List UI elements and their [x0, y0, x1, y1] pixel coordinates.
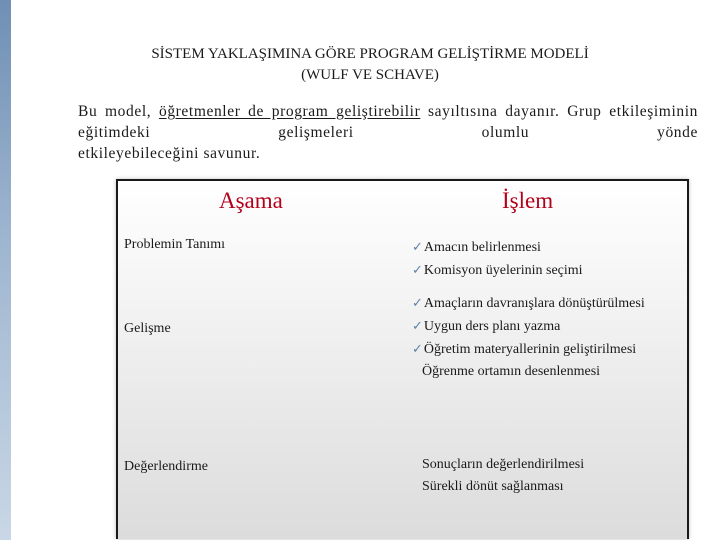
check-icon: ✓ — [412, 318, 423, 333]
list-item: ✓Öğretim materyallerinin geliştirilmesi — [412, 341, 637, 357]
title-line-2: (WULF VE SCHAVE) — [301, 67, 439, 83]
intro-part-3: etkileyebileceğini savunur. — [78, 145, 261, 162]
header-stage: Aşama — [219, 188, 283, 213]
stage-problem-definition: Problemin Tanımı — [124, 237, 226, 252]
list-item: Öğrenme ortamın desenlenmesi — [422, 364, 601, 379]
process-list-3 — [412, 454, 682, 498]
check-icon: ✓ — [412, 262, 423, 277]
left-accent-bar — [0, 0, 11, 540]
list-item: Sonuçların değerlendirilmesi — [422, 457, 585, 472]
slide-title — [60, 44, 680, 86]
title-line-1: SİSTEM YAKLAŞIMINA GÖRE PROGRAM GELİŞTİRME MODELİ — [151, 46, 589, 62]
stage-development: Gelişme — [124, 321, 171, 336]
model-table — [116, 179, 689, 539]
process-list-1 — [412, 236, 682, 282]
stage-evaluation: Değerlendirme — [124, 459, 208, 474]
intro-part-1: Bu model, — [78, 103, 159, 120]
intro-underlined-phrase: öğretmenler de program geliştirebilir — [158, 103, 421, 120]
intro-paragraph — [78, 101, 698, 164]
list-item: ✓Amacın belirlenmesi — [412, 239, 541, 255]
list-item: Sürekli dönüt sağlanması — [422, 479, 564, 494]
check-icon: ✓ — [412, 341, 423, 356]
list-item: ✓Komisyon üyelerinin seçimi — [412, 262, 583, 278]
header-process: İşlem — [502, 188, 554, 213]
check-icon: ✓ — [412, 239, 423, 254]
intro-part-2: sayıltısına dayanır. Grup etkileşiminin eğitimdeki gelişmeleri olumlu yönde — [78, 103, 698, 141]
list-item: ✓Amaçların davranışlara dönüştürülmesi — [412, 295, 645, 311]
process-list-2 — [412, 292, 682, 383]
list-item: ✓Uygun ders planı yazma — [412, 318, 561, 334]
check-icon: ✓ — [412, 295, 423, 310]
